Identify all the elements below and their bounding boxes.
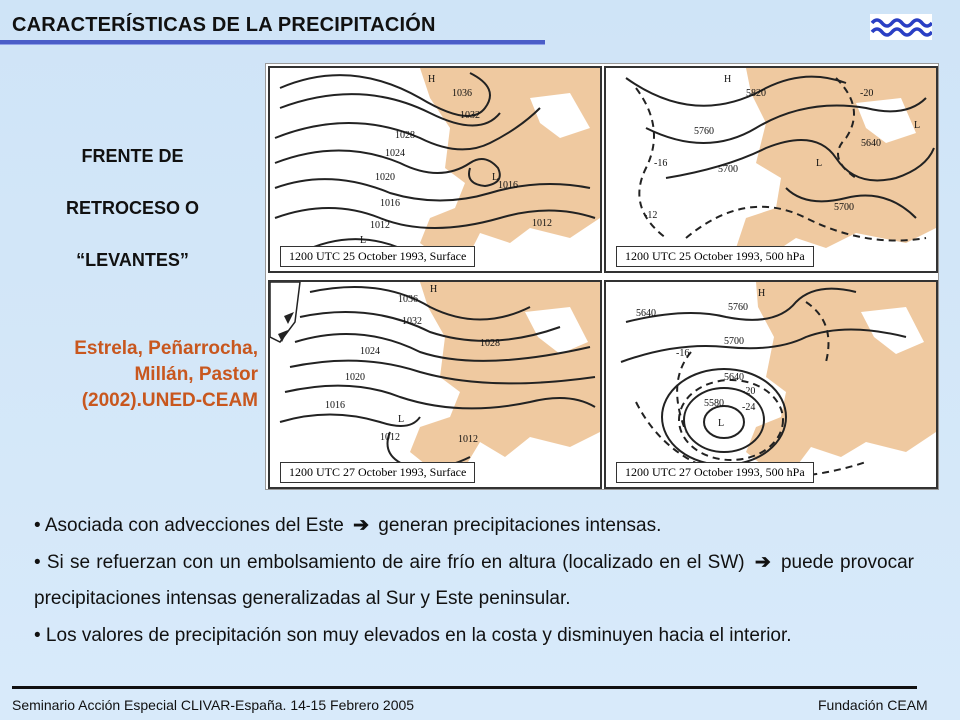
citation-line3: (2002).UNED-CEAM: [81, 390, 258, 411]
isobar-chart: [606, 282, 936, 487]
contour-label: 5640: [861, 138, 881, 149]
temperature-label: -24: [742, 402, 756, 413]
bullet-item: [34, 545, 914, 618]
waves-logo-icon: [870, 14, 932, 40]
geopotential-low-label: L: [718, 418, 725, 429]
side-heading-line1: FRENTE DE: [81, 146, 184, 166]
geopotential-low-label: L: [816, 158, 823, 169]
contour-label: 5700: [724, 336, 744, 347]
contour-label: 5820: [746, 88, 766, 99]
map-500hpa-27oct: [604, 280, 938, 489]
contour-label: 5760: [728, 302, 748, 313]
geopotential-high-label: H: [724, 74, 732, 85]
bullet-text: • Asociada con advecciones del Este: [34, 515, 344, 536]
isobar-label: 1024: [385, 148, 405, 159]
map-caption: 1200 UTC 25 October 1993, Surface: [280, 246, 475, 267]
contour-label: 5580: [704, 398, 724, 409]
map-caption: 1200 UTC 27 October 1993, Surface: [280, 462, 475, 483]
temperature-label: -16: [676, 348, 690, 359]
contour-label: 5640: [724, 372, 744, 383]
geopotential-low-label: L: [914, 120, 921, 131]
map-caption: 1200 UTC 25 October 1993, 500 hPa: [616, 246, 814, 267]
isobar-label: 1036: [398, 294, 418, 305]
isobar-chart: [606, 68, 936, 271]
bullet-text: • Los valores de precipitación son muy elevados en la costa y disminuyen hacia el interior.: [34, 624, 792, 646]
isobar-label: 1012: [458, 434, 478, 445]
temperature-label: -20: [742, 386, 756, 397]
right-arrow-icon: ➔: [754, 551, 771, 573]
isobar-label: 1028: [395, 130, 415, 141]
bullet-text: puede provocar precipitaciones intensas generalizadas al Sur y Este peninsular.: [34, 551, 914, 609]
contour-label: 5700: [834, 202, 854, 213]
side-heading-line3: “LEVANTES”: [76, 250, 189, 270]
slide-title: CARACTERÍSTICAS DE LA PRECIPITACIÓN: [12, 14, 436, 36]
isobar-chart: [270, 282, 600, 487]
temperature-label: -20: [860, 88, 874, 99]
citation-line2: Millán, Pastor: [134, 364, 258, 385]
isobar-label: 1012: [370, 220, 390, 231]
footer-left-text: Seminario Acción Especial CLIVAR-España. 14-15 Febrero 2005: [12, 697, 415, 713]
map-caption: 1200 UTC 27 October 1993, 500 hPa: [616, 462, 814, 483]
isobar-label: 1016: [498, 180, 518, 191]
contour-label: 5640: [636, 308, 656, 319]
citation: [20, 336, 258, 414]
pressure-low-label: L: [360, 235, 367, 246]
contour-label: 5700: [718, 164, 738, 175]
pressure-low-label: L: [492, 172, 499, 183]
isobar-label: 1036: [452, 88, 472, 99]
isobar-chart: [270, 68, 600, 271]
isobar-label: 1020: [375, 172, 395, 183]
bullet-text: generan precipitaciones intensas.: [378, 515, 662, 536]
temperature-label: -16: [654, 158, 668, 169]
title-underline: [0, 40, 545, 44]
pressure-high-label: H: [430, 284, 438, 295]
pressure-low-label: L: [398, 414, 405, 425]
bullet-item: [34, 618, 914, 655]
pressure-high-label: H: [428, 74, 436, 85]
isobar-label: 1012: [380, 432, 400, 443]
footer-right-text: Fundación CEAM: [818, 697, 928, 713]
isobar-label: 1024: [360, 346, 380, 357]
contour-label: 5760: [694, 126, 714, 137]
bullet-list: [34, 508, 914, 654]
isobar-label: 1032: [402, 316, 422, 327]
weather-maps-figure: [265, 63, 939, 490]
right-arrow-icon: ➔: [353, 515, 369, 536]
isobar-label: 1020: [345, 372, 365, 383]
bullet-item: [34, 508, 914, 545]
isobar-label: 1016: [325, 400, 345, 411]
map-500hpa-25oct: [604, 66, 938, 273]
side-heading-line2: RETROCESO O: [65, 198, 199, 218]
isobar-label: 1012: [532, 218, 552, 229]
bullet-text: • Si se refuerzan con un embolsamiento de aire frío en altura (localizado en el SW): [34, 551, 745, 573]
footer-divider: [12, 686, 917, 689]
temperature-label: -12: [644, 210, 658, 221]
isobar-label: 1016: [380, 198, 400, 209]
isobar-label: 1032: [460, 110, 480, 121]
map-surface-27oct: [268, 280, 602, 489]
citation-line1: Estrela, Peñarrocha,: [74, 338, 258, 359]
isobar-label: 1028: [480, 338, 500, 349]
map-surface-25oct: [268, 66, 602, 273]
geopotential-high-label: H: [758, 288, 766, 299]
